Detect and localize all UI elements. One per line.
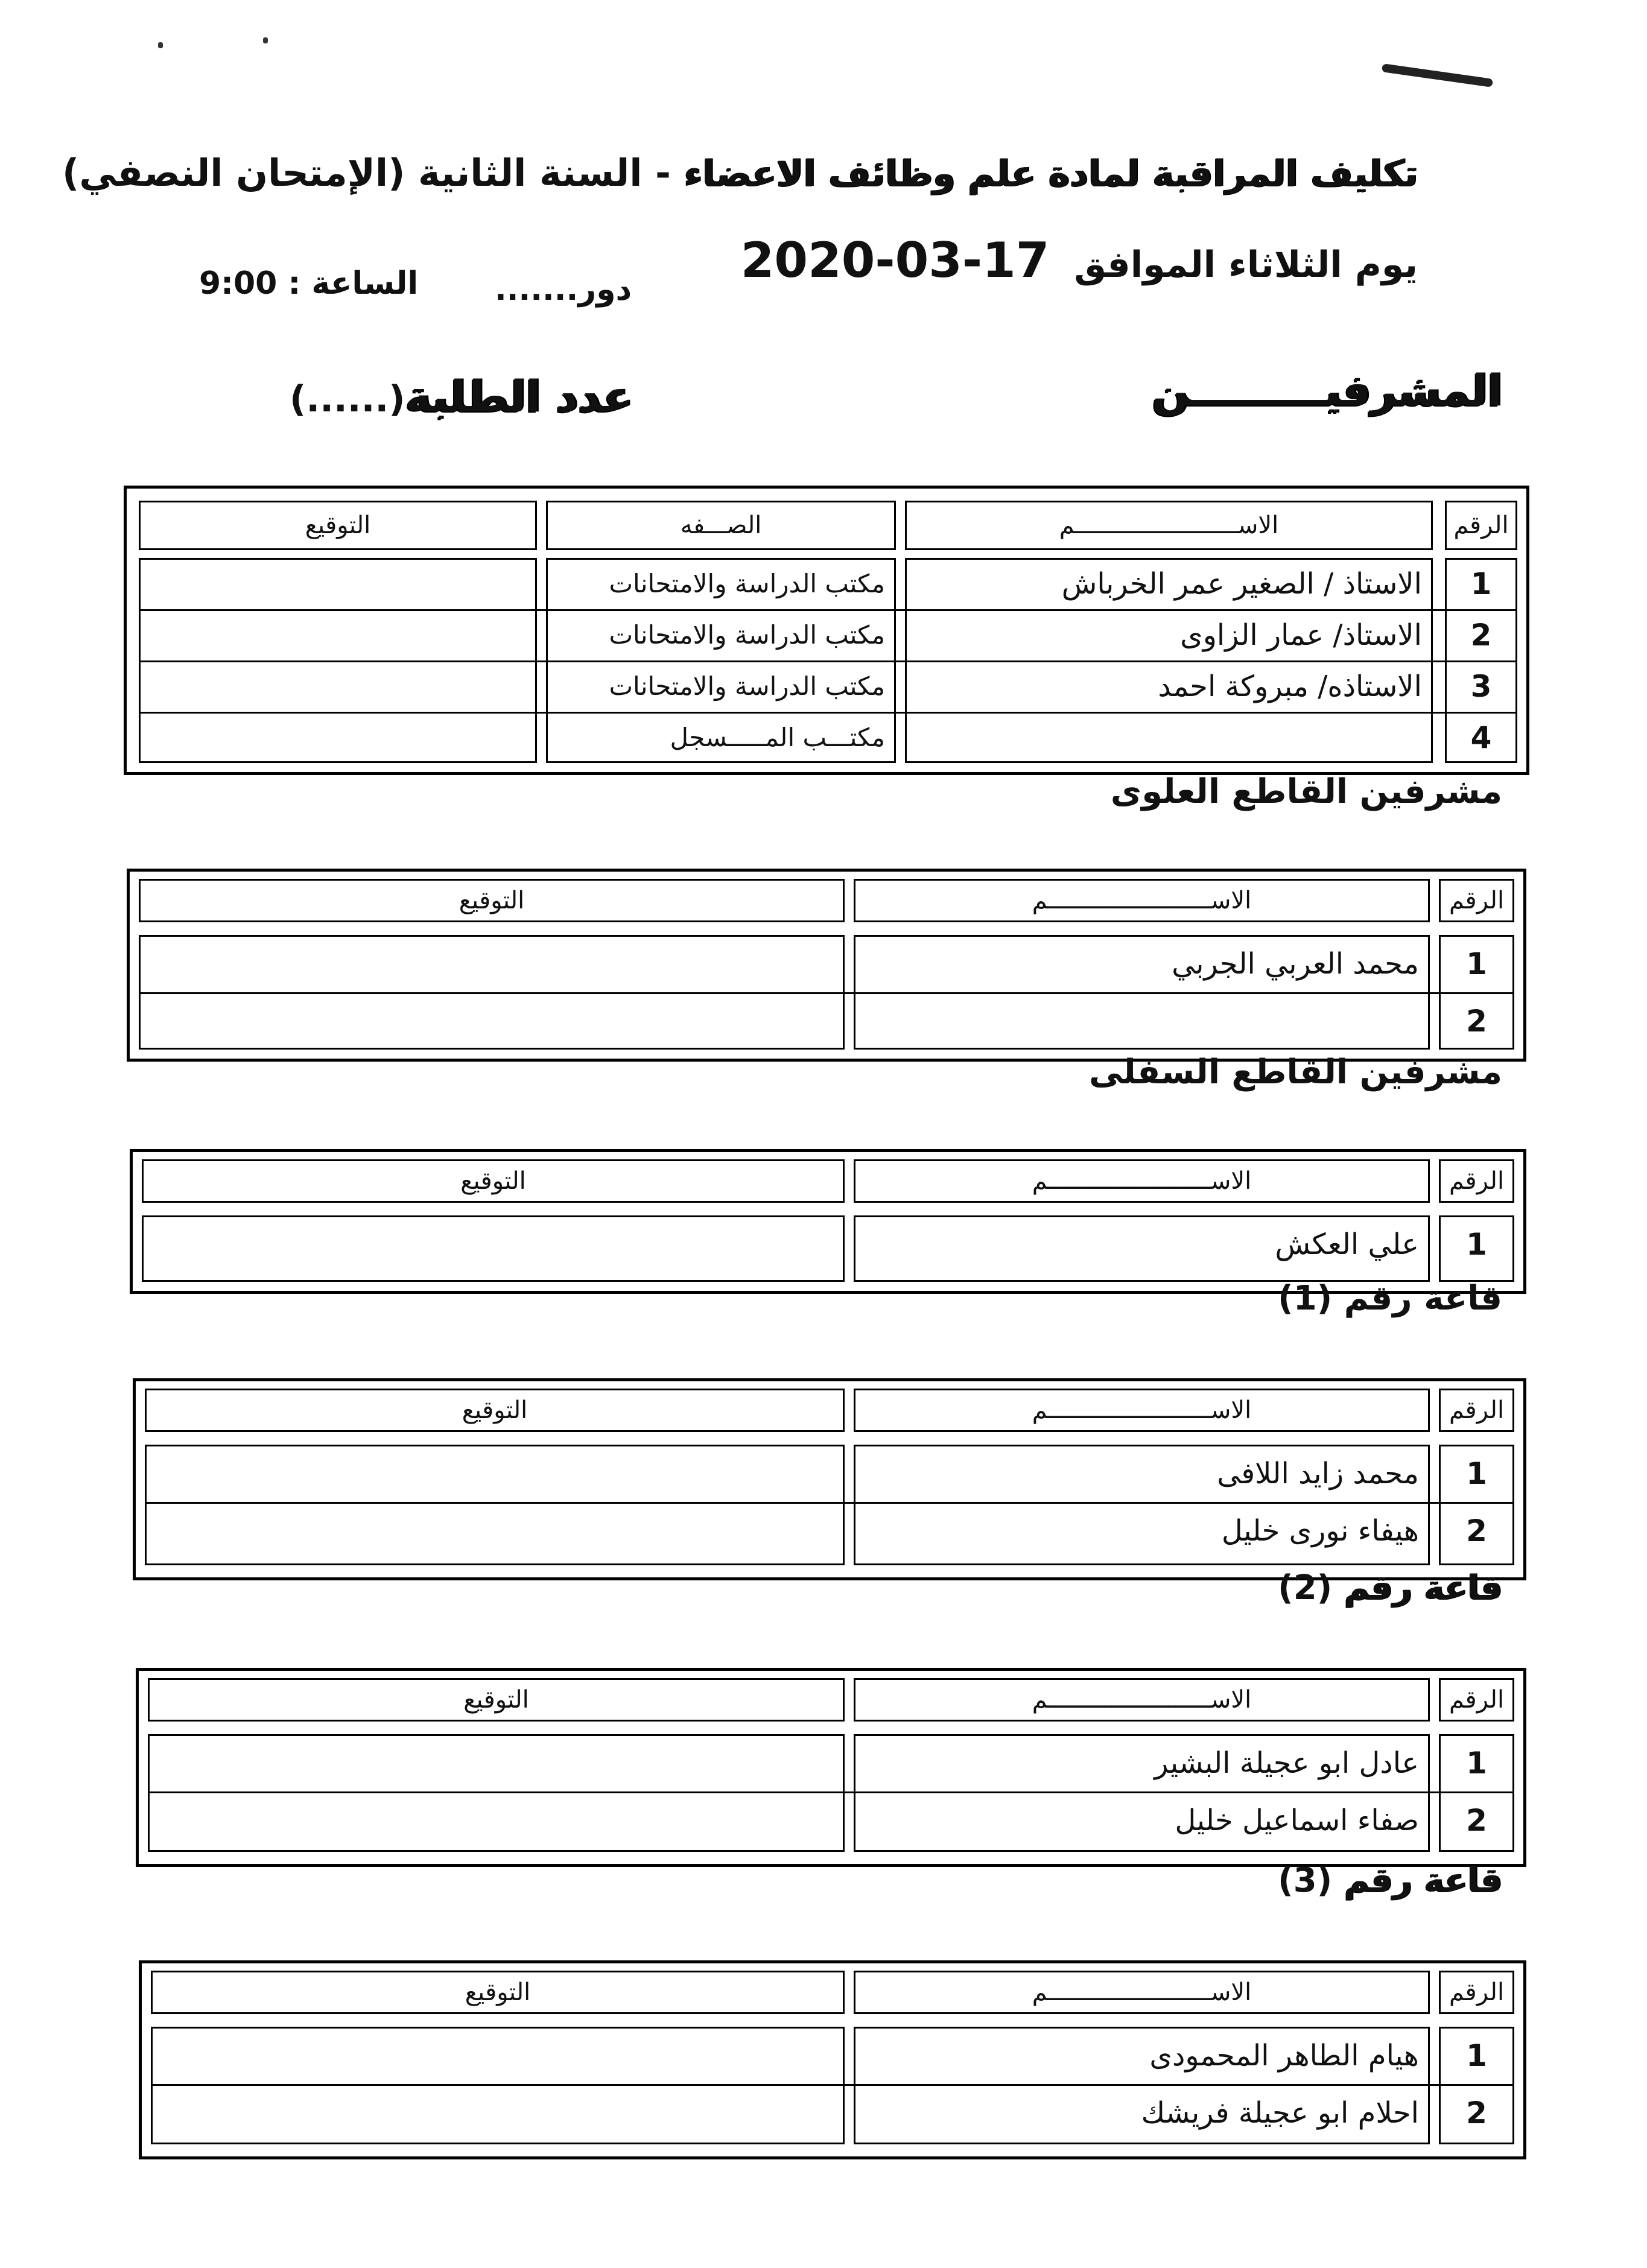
supervisor-name: محمد العربي الجربي [1172,946,1419,981]
student-name: هيفاء نورى خليل [1221,1513,1419,1548]
title-dash: - [655,151,671,195]
signature-column [142,1215,845,1282]
col-header-signature: التوقيع [145,1389,845,1432]
col-header-num: الرقم [1439,1159,1514,1203]
hall-number: (2) [1278,1568,1333,1608]
hall-1-table [133,1378,1526,1580]
col-header-signature: التوقيع [142,1159,845,1203]
student-name: هيام الطاهر المحمودى [1149,2038,1419,2073]
lower-sector-table [130,1149,1526,1294]
col-header-num: الرقم [1439,1389,1514,1432]
row-number: 2 [1466,1513,1487,1548]
hall-label: قاعة رقم [1344,1861,1502,1900]
section-title-hall-3 [1278,1861,1502,1900]
row-number: 3 [1470,668,1492,704]
supervisor-role: مكتـــب المـــــسجل [670,723,885,752]
exam-date: 2020-03-17 [740,232,1050,288]
supervisor-name [905,712,1433,763]
time-label: الساعة : 9:00 [199,265,419,302]
col-header-role: الصـــفه [546,501,896,550]
col-header-signature: التوقيع [139,879,845,922]
round-label: دور....... [495,271,632,308]
scan-speck [263,37,268,43]
section-title-hall-1: قاعة رقم (1) [1278,1279,1502,1318]
supervisor-name: الاستاذ / الصغير عمر الخرباش [1061,566,1422,601]
supervisor-role: مكتب الدراسة والامتحانات [609,671,885,701]
supervisor-role: مكتب الدراسة والامتحانات [609,569,885,598]
row-number: 4 [1470,720,1492,755]
students-label: عدد الطلبة [405,371,633,422]
col-header-name: الاســـــــــــــــــــــــم [854,1678,1430,1722]
col-header-num: الرقم [1439,1678,1514,1722]
supervisor-name: الاستاذه/ مبروكة احمد [1158,669,1422,703]
hall-number: (3) [1278,1861,1333,1900]
hall-2-table [136,1668,1526,1867]
row-number: 1 [1466,2038,1487,2073]
row-number: 2 [1470,617,1492,653]
supervisor-name [854,992,1430,1050]
row-number: 1 [1466,1226,1487,1262]
supervisor-role: مكتب الدراسة والامتحانات [609,620,885,650]
scan-speck [158,42,163,48]
exam-date-line [741,232,1418,288]
signature-column [145,1445,845,1565]
row-number: 2 [1466,2095,1487,2130]
col-header-num: الرقم [1439,1971,1514,2014]
row-number: 1 [1466,946,1487,981]
col-header-name: الاســـــــــــــــــــــــم [854,1971,1430,2014]
col-header-signature: التوقيع [151,1971,845,2014]
upper-sector-table [127,869,1526,1062]
hall-3-table [139,1960,1526,2159]
section-title-upper: مشرفين القاطع العلوى [1110,772,1502,811]
row-number: 2 [1466,1802,1487,1838]
title-subject: تكليف المراقبة لمادة علم وظائف الاعضاء [684,153,1418,195]
section-title-hall-2 [1278,1568,1502,1608]
row-number: 1 [1466,1456,1487,1491]
row-number: 1 [1470,566,1492,601]
students-count-heading [290,371,633,422]
supervisors-table [124,486,1529,775]
pen-mark [1382,63,1493,87]
col-header-signature: التوقيع [139,501,537,550]
document-title [62,151,1418,195]
supervisor-name: الاستاذ/ عمار الزاوى [1180,618,1422,652]
col-header-name: الاســـــــــــــــــــــــم [905,501,1433,550]
col-header-name: الاســـــــــــــــــــــــم [854,879,1430,922]
supervisors-heading: المشرفيـــــــــن [1152,365,1502,416]
col-header-num: الرقم [1439,879,1514,922]
supervisor-name: علي العكش [1275,1227,1419,1261]
row-number: 1 [1466,1745,1487,1781]
title-year: السنة الثانية (الإمتحان النصفي) [62,151,643,195]
student-name: محمد زايد اللافى [1217,1456,1419,1490]
col-header-name: الاســـــــــــــــــــــــم [854,1159,1430,1203]
section-title-lower: مشرفين القاطع السفلى [1089,1053,1502,1092]
day-label: يوم الثلاثاء الموافق [1074,244,1418,286]
col-header-num: الرقم [1445,501,1517,550]
student-name: صفاء اسماعيل خليل [1175,1803,1419,1837]
col-header-signature: التوقيع [148,1678,845,1722]
student-name: عادل ابو عجيلة البشير [1154,1746,1419,1780]
col-header-name: الاســـــــــــــــــــــــم [854,1389,1430,1432]
hall-label: قاعة رقم [1344,1568,1502,1608]
row-number: 2 [1466,1003,1487,1039]
students-count: (......) [290,378,405,420]
student-name: احلام ابو عجيلة فريشك [1141,2095,1419,2130]
